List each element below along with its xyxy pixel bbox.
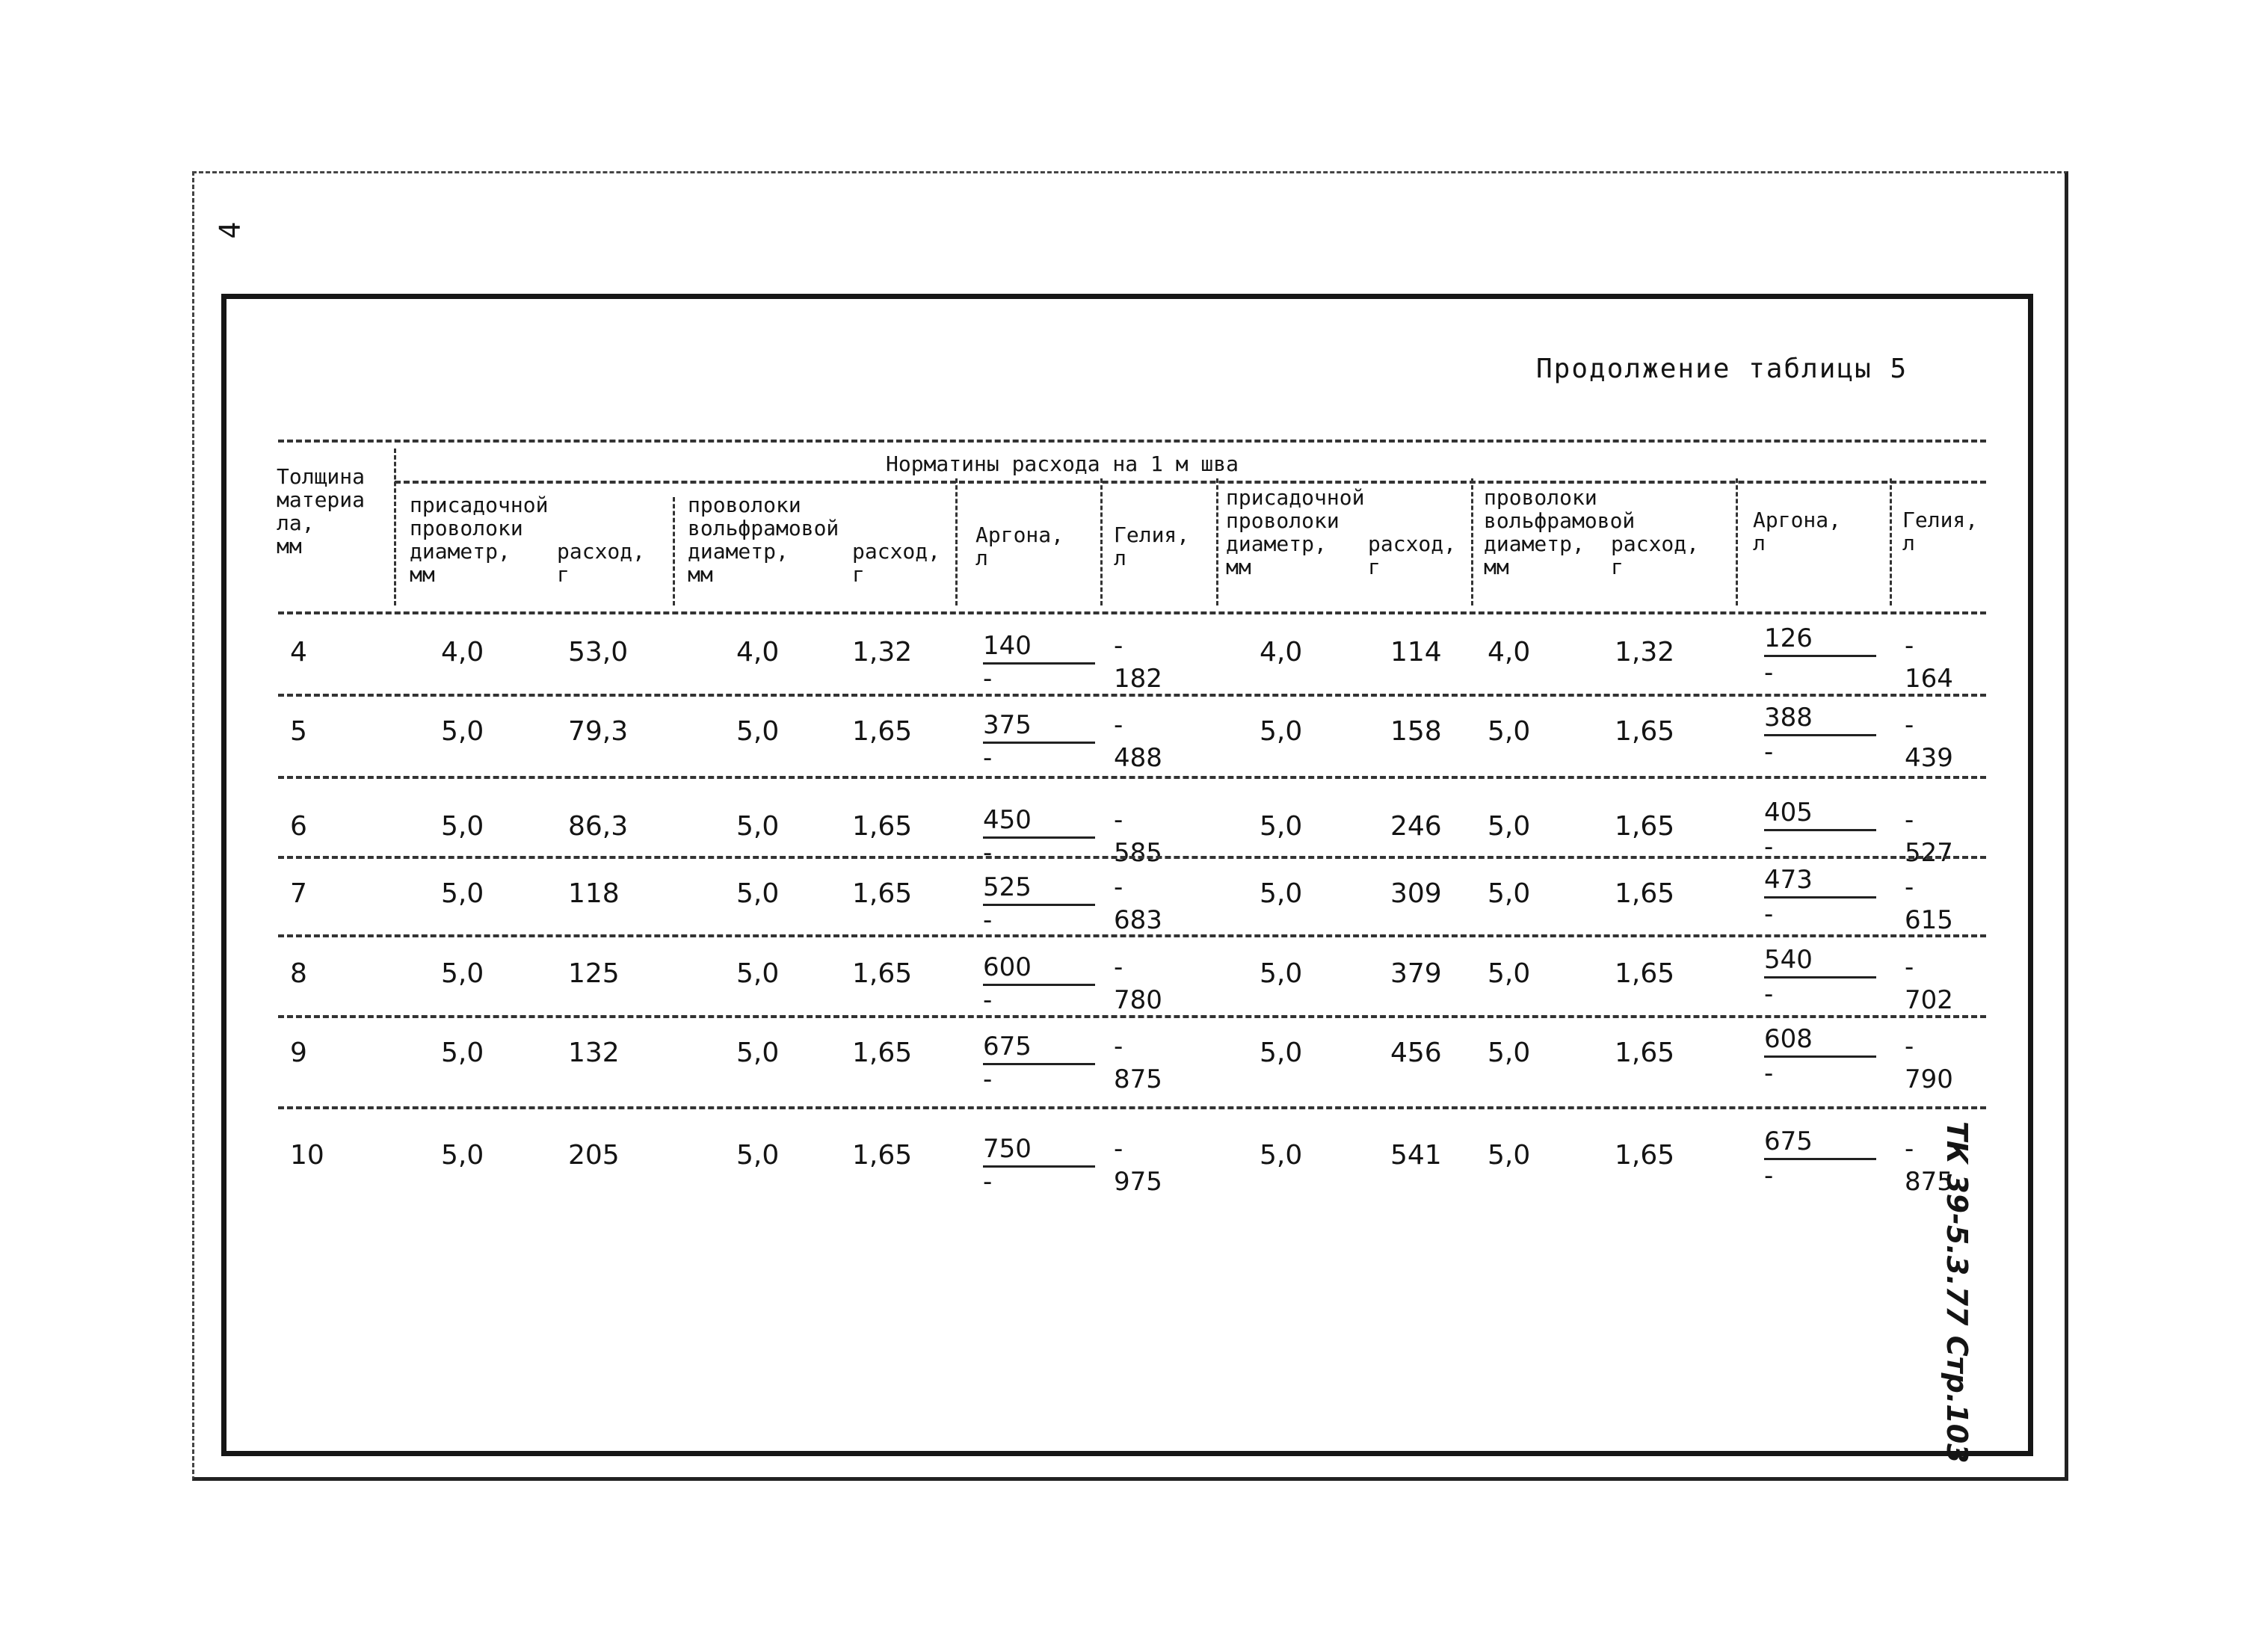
cell-helium-dash: -: [1905, 710, 1914, 740]
header-group-rule: [395, 481, 1986, 484]
cell-helium-value: 975: [1114, 1167, 1162, 1197]
cell-helium-value: 780: [1114, 985, 1162, 1015]
cell-argon-dash: -: [1764, 979, 1774, 1009]
cell-tungsten-diameter: 4,0: [1488, 637, 1531, 668]
cell-tungsten-consumption: 1,65: [1615, 958, 1675, 989]
cell-filler-diameter: 5,0: [1260, 811, 1303, 842]
cell-tungsten-diameter: 5,0: [736, 1140, 780, 1171]
cell-filler-diameter: 5,0: [1260, 716, 1303, 747]
header-diameter: диаметр, мм: [688, 539, 789, 587]
cell-argon-dash: -: [983, 1064, 993, 1094]
cell-tungsten-diameter: 5,0: [1488, 1038, 1531, 1068]
cell-helium-dash: -: [1905, 1032, 1914, 1061]
cell-helium-dash: -: [1114, 805, 1123, 835]
cell-helium-value: 615: [1905, 905, 1953, 935]
header-separator: [1890, 478, 1892, 605]
cell-helium-value: 585: [1114, 838, 1162, 868]
cell-helium-value: 875: [1905, 1167, 1953, 1197]
header-separator: [1736, 478, 1738, 605]
cell-argon-value: 675: [983, 1032, 1095, 1065]
cell-thickness: 8: [290, 958, 307, 989]
cell-tungsten-diameter: 5,0: [736, 1038, 780, 1068]
cell-helium-value: 439: [1905, 743, 1953, 773]
cell-filler-diameter: 5,0: [441, 811, 484, 842]
cell-argon-dash: -: [983, 743, 993, 773]
header-argon: Аргона, л: [1753, 508, 1842, 555]
cell-tungsten-diameter: 5,0: [736, 811, 780, 842]
header-filler-wire: присадочной проволоки: [1226, 485, 1365, 533]
cell-thickness: 6: [290, 811, 307, 842]
cell-argon-value: 388: [1764, 703, 1876, 736]
cell-tungsten-consumption: 1,65: [1615, 811, 1675, 842]
cell-filler-diameter: 5,0: [1260, 958, 1303, 989]
header-separator: [1216, 478, 1218, 605]
cell-tungsten-consumption: 1,65: [1615, 1140, 1675, 1171]
cell-helium-dash: -: [1905, 631, 1914, 661]
cell-argon-dash: -: [983, 1167, 993, 1197]
cell-filler-consumption: 86,3: [568, 811, 629, 842]
cell-tungsten-diameter: 5,0: [1488, 1140, 1531, 1171]
cell-tungsten-consumption: 1,65: [1615, 1038, 1675, 1068]
cell-argon-dash: -: [1764, 832, 1774, 862]
header-separator: [1100, 478, 1103, 605]
cell-helium-dash: -: [1114, 872, 1123, 902]
row-separator: [278, 776, 1986, 779]
cell-argon-value: 126: [1764, 623, 1876, 657]
header-separator: [673, 497, 675, 605]
cell-tungsten-diameter: 5,0: [1488, 958, 1531, 989]
header-separator: [1471, 478, 1473, 605]
cell-argon-value: 608: [1764, 1024, 1876, 1058]
header-separator: [955, 478, 958, 605]
cell-helium-dash: -: [1114, 710, 1123, 740]
cell-tungsten-consumption: 1,32: [1615, 637, 1675, 668]
cell-filler-diameter: 5,0: [1260, 1038, 1303, 1068]
cell-tungsten-diameter: 5,0: [736, 716, 780, 747]
cell-argon-dash: -: [983, 838, 993, 868]
header-helium: Гелия, л: [1902, 508, 1979, 555]
cell-helium-dash: -: [1905, 952, 1914, 982]
cell-filler-consumption: 158: [1390, 716, 1442, 747]
cell-helium-dash: -: [1114, 1032, 1123, 1061]
cell-argon-value: 473: [1764, 865, 1876, 899]
header-group-title: Норматины расхода на 1 м шва: [886, 451, 1239, 476]
header-consumption: расход, г: [1368, 531, 1457, 579]
cell-tungsten-consumption: 1,65: [852, 716, 913, 747]
cell-tungsten-consumption: 1,65: [852, 1140, 913, 1171]
cell-helium-value: 527: [1905, 838, 1953, 868]
header-argon: Аргона, л: [975, 523, 1064, 570]
cell-argon-dash: -: [983, 905, 993, 935]
header-bottom-rule: [278, 611, 1986, 614]
cell-helium-dash: -: [1114, 1134, 1123, 1164]
cell-helium-value: 702: [1905, 985, 1953, 1015]
cell-argon-value: 600: [983, 952, 1095, 986]
cell-helium-dash: -: [1905, 805, 1914, 835]
cell-helium-value: 790: [1905, 1064, 1953, 1094]
header-tungsten-wire: проволоки вольфрамовой: [688, 493, 839, 540]
cell-filler-consumption: 541: [1390, 1140, 1442, 1171]
header-top-rule: [278, 440, 1986, 443]
cell-filler-consumption: 125: [568, 958, 620, 989]
cell-argon-dash: -: [983, 985, 993, 1015]
cell-argon-value: 140: [983, 631, 1095, 665]
cell-tungsten-diameter: 5,0: [1488, 878, 1531, 909]
header-consumption: расход, г: [852, 539, 941, 587]
cell-tungsten-diameter: 5,0: [736, 878, 780, 909]
row-separator: [278, 694, 1986, 697]
header-consumption: расход, г: [557, 539, 646, 587]
cell-tungsten-diameter: 4,0: [736, 637, 780, 668]
cell-argon-dash: -: [1764, 899, 1774, 929]
header-consumption: расход, г: [1611, 531, 1700, 579]
cell-filler-diameter: 4,0: [441, 637, 484, 668]
cell-argon-value: 675: [1764, 1126, 1876, 1160]
header-thickness: Толщина материа ла, мм: [277, 464, 366, 558]
cell-tungsten-diameter: 5,0: [1488, 716, 1531, 747]
cell-argon-value: 750: [983, 1134, 1095, 1168]
cell-tungsten-diameter: 5,0: [736, 958, 780, 989]
cell-argon-value: 525: [983, 872, 1095, 906]
cell-tungsten-consumption: 1,65: [1615, 716, 1675, 747]
row-separator: [278, 1106, 1986, 1109]
cell-filler-consumption: 309: [1390, 878, 1442, 909]
header-filler-wire: присадочной проволоки: [410, 493, 549, 540]
cell-helium-dash: -: [1114, 952, 1123, 982]
cell-thickness: 4: [290, 637, 307, 668]
cell-filler-consumption: 456: [1390, 1038, 1442, 1068]
cell-filler-consumption: 79,3: [568, 716, 629, 747]
cell-tungsten-consumption: 1,65: [852, 1038, 913, 1068]
header-tungsten-wire: проволоки вольфрамовой: [1484, 485, 1636, 533]
cell-tungsten-consumption: 1,65: [852, 958, 913, 989]
cell-tungsten-diameter: 5,0: [1488, 811, 1531, 842]
cell-helium-value: 683: [1114, 905, 1162, 935]
header-diameter: диаметр, мм: [410, 539, 511, 587]
cell-filler-diameter: 5,0: [441, 1140, 484, 1171]
row-separator: [278, 1015, 1986, 1018]
cell-tungsten-consumption: 1,65: [1615, 878, 1675, 909]
cell-thickness: 5: [290, 716, 307, 747]
cell-filler-diameter: 5,0: [441, 1038, 484, 1068]
cell-filler-consumption: 118: [568, 878, 620, 909]
row-separator: [278, 934, 1986, 937]
cell-tungsten-consumption: 1,65: [852, 811, 913, 842]
cell-filler-consumption: 114: [1390, 637, 1442, 668]
row-separator: [278, 856, 1986, 859]
cell-argon-value: 540: [1764, 945, 1876, 978]
cell-argon-dash: -: [1764, 1058, 1774, 1088]
cell-argon-dash: -: [1764, 1161, 1774, 1191]
cell-argon-value: 405: [1764, 798, 1876, 831]
cell-tungsten-consumption: 1,32: [852, 637, 913, 668]
cell-thickness: 7: [290, 878, 307, 909]
cell-filler-consumption: 246: [1390, 811, 1442, 842]
cell-filler-diameter: 5,0: [441, 716, 484, 747]
cell-filler-diameter: 5,0: [1260, 878, 1303, 909]
cell-filler-diameter: 5,0: [441, 958, 484, 989]
cell-thickness: 10: [290, 1140, 324, 1171]
cell-filler-diameter: 4,0: [1260, 637, 1303, 668]
cell-helium-value: 164: [1905, 664, 1953, 694]
cell-helium-dash: -: [1905, 1134, 1914, 1164]
cell-filler-consumption: 132: [568, 1038, 620, 1068]
cell-thickness: 9: [290, 1038, 307, 1068]
header-diameter: диаметр, мм: [1484, 531, 1585, 579]
table-title: Продолжение таблицы 5: [1536, 354, 1908, 384]
header-separator: [394, 449, 396, 605]
cell-helium-value: 488: [1114, 743, 1162, 773]
header-diameter: диаметр, мм: [1226, 531, 1327, 579]
cell-argon-dash: -: [1764, 658, 1774, 688]
cell-helium-dash: -: [1905, 872, 1914, 902]
cell-helium-dash: -: [1114, 631, 1123, 661]
cell-filler-consumption: 53,0: [568, 637, 629, 668]
cell-argon-dash: -: [983, 664, 993, 694]
cell-helium-value: 182: [1114, 664, 1162, 694]
page-number: 4: [213, 221, 247, 239]
document-stamp: ТК 39-5.3.77 Стр.103: [1941, 1121, 1973, 1464]
cell-argon-value: 450: [983, 805, 1095, 839]
header-helium: Гелия, л: [1114, 523, 1190, 570]
cell-helium-value: 875: [1114, 1064, 1162, 1094]
cell-filler-diameter: 5,0: [441, 878, 484, 909]
cell-filler-consumption: 379: [1390, 958, 1442, 989]
cell-argon-dash: -: [1764, 737, 1774, 767]
cell-filler-diameter: 5,0: [1260, 1140, 1303, 1171]
cell-filler-consumption: 205: [568, 1140, 620, 1171]
cell-argon-value: 375: [983, 710, 1095, 744]
cell-tungsten-consumption: 1,65: [852, 878, 913, 909]
